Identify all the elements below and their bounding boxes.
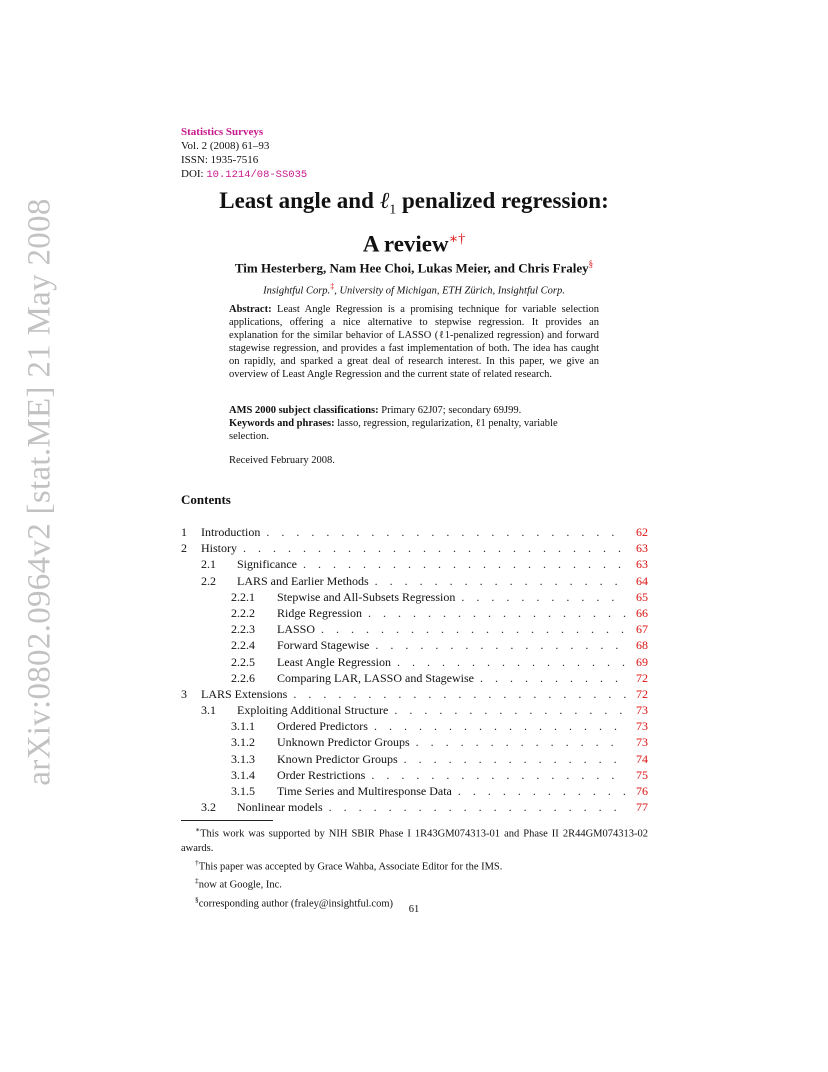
toc-leader-dots [397, 654, 626, 670]
toc-leader-dots [329, 799, 626, 815]
toc-page-link[interactable]: 75 [636, 767, 648, 782]
toc-number: 2.2.1 [231, 589, 255, 604]
toc-number: 2.2.3 [231, 622, 255, 637]
toc-entry[interactable] [181, 718, 648, 734]
toc-number: 2.1 [201, 557, 216, 572]
toc-leader-dots [480, 670, 626, 686]
doi-link[interactable]: 10.1214/08-SS035 [206, 169, 308, 181]
toc-title: Time Series and Multiresponse Data [277, 784, 452, 798]
journal-info [181, 125, 307, 182]
journal-issn: ISSN: 1935-7516 [181, 154, 259, 166]
toc-page-link[interactable]: 76 [636, 784, 648, 798]
toc-entry[interactable] [181, 621, 648, 637]
footnote-mark: ‡ [195, 876, 199, 885]
toc-entry[interactable] [181, 734, 648, 750]
toc-entry[interactable] [181, 556, 648, 572]
toc-number: 2 [181, 541, 187, 556]
toc-leader-dots [375, 637, 626, 653]
paper-title [0, 186, 828, 258]
footnote-text: This paper was accepted by Grace Wahba, Associate Editor for the IMS. [198, 861, 503, 872]
toc-page-link[interactable]: 72 [636, 670, 648, 685]
table-of-contents [181, 524, 648, 815]
toc-title: Known Predictor Groups [277, 751, 398, 766]
toc-number: 2.2.2 [231, 605, 255, 620]
toc-title: History [201, 541, 237, 556]
affiliation-footnote-mark[interactable]: ‡ [330, 282, 335, 291]
toc-page-link[interactable]: 63 [636, 557, 648, 572]
toc-entry[interactable] [181, 573, 648, 589]
journal-volume: Vol. 2 (2008) 61–93 [181, 140, 270, 152]
toc-number: 2.2.5 [231, 654, 255, 669]
toc-leader-dots [404, 751, 626, 767]
toc-page-link[interactable]: 72 [636, 686, 648, 701]
toc-entry[interactable] [181, 670, 648, 686]
received-date: Received February 2008. [229, 455, 335, 466]
abstract-text: Least Angle Regression is a promising technique for variable selection applications, offering a nice alternative to stepwise regression. It provides an explanation for the similar behavior of LASSO (ℓ1-penalized regression) and forward stagewise regression, and provides a fast implementation of both. The idea has caught on rapidly, and sparked a great deal of research interest. In this paper, we give an overview of Least Angle Regression and the current state of related research. [229, 304, 599, 380]
toc-page-link[interactable]: 73 [636, 719, 648, 734]
title-line-1: Least angle and ℓ$_1$ penalized regression: [219, 188, 609, 218]
toc-page-link[interactable]: 62 [636, 525, 648, 539]
toc-page-link[interactable]: 73 [636, 703, 648, 718]
title-footnote-marks[interactable]: ∗† [448, 231, 466, 247]
toc-entry[interactable] [181, 751, 648, 767]
footnote [181, 823, 648, 856]
toc-number: 3.1.1 [231, 719, 255, 734]
toc-title: Order Restrictions [277, 767, 366, 782]
toc-number: 3.1.2 [231, 735, 255, 750]
toc-leader-dots [375, 573, 626, 589]
toc-title: Unknown Predictor Groups [277, 735, 410, 750]
toc-page-link[interactable]: 77 [636, 800, 648, 815]
footnotes [181, 823, 648, 911]
ams-classification: AMS 2000 subject classifications: Primary 62J07; secondary 69J99. [229, 405, 522, 416]
footnote [181, 874, 648, 893]
toc-title: LASSO [277, 622, 316, 637]
author-footnote-mark[interactable]: § [588, 259, 594, 269]
doi-label: DOI: [181, 168, 204, 180]
toc-leader-dots [371, 767, 626, 783]
classification [229, 404, 599, 443]
toc-number: 3.1 [201, 703, 216, 718]
abstract [229, 303, 599, 381]
toc-page-link[interactable]: 67 [636, 622, 648, 637]
toc-title: Ridge Regression [277, 605, 362, 620]
toc-number: 2.2.4 [231, 638, 255, 653]
toc-page-link[interactable]: 68 [636, 638, 648, 653]
author-list: Tim Hesterberg, Nam Hee Choi, Lukas Meier, and Chris Fraley§ [234, 259, 594, 276]
toc-page-link[interactable]: 73 [636, 735, 648, 750]
toc-page-link[interactable]: 66 [636, 605, 648, 620]
toc-title: Nonlinear models [237, 800, 323, 815]
toc-entry[interactable] [181, 654, 648, 670]
journal-doi-row [181, 167, 307, 182]
toc-leader-dots [243, 540, 626, 556]
footnote-text: This work was supported by NIH SBIR Phase I 1R43GM074313-01 and Phase II 2R44GM074313-02 awards. [181, 828, 648, 854]
toc-title: LARS Extensions [201, 686, 288, 701]
toc-entry[interactable] [181, 637, 648, 653]
toc-leader-dots [303, 556, 626, 572]
toc-entry[interactable] [181, 767, 648, 783]
toc-number: 2.2 [201, 573, 216, 588]
journal-name[interactable]: Statistics Surveys [181, 126, 264, 138]
toc-page-link[interactable]: 65 [636, 589, 648, 604]
footnote-mark: ∗ [195, 825, 201, 834]
title-line-2: A review∗† [362, 231, 466, 257]
toc-title: Significance [237, 557, 297, 572]
toc-title: Forward Stagewise [277, 638, 370, 653]
footnote-mark: † [195, 857, 199, 867]
toc-leader-dots [266, 524, 626, 540]
toc-title: Introduction [201, 525, 261, 539]
toc-leader-dots [416, 734, 626, 750]
toc-number: 3.2 [201, 800, 216, 815]
abstract-label: Abstract: [229, 304, 272, 315]
toc-leader-dots [293, 686, 626, 702]
toc-number: 2.2.6 [231, 670, 255, 685]
toc-page-link[interactable]: 63 [636, 541, 648, 556]
toc-title: Stepwise and All-Subsets Regression [277, 589, 456, 604]
toc-number: 1 [181, 525, 187, 539]
toc-leader-dots [374, 718, 626, 734]
toc-entry[interactable] [181, 605, 648, 621]
footnote-mark: § [195, 894, 199, 904]
arxiv-identifier: arXiv:0802.0964v2 [stat.ME] 21 May 2008 [21, 198, 58, 786]
toc-leader-dots [368, 605, 626, 621]
toc-number: 3.1.3 [231, 751, 255, 766]
page-number: 61 [408, 904, 420, 915]
toc-entry[interactable] [181, 524, 648, 540]
toc-title: Ordered Predictors [277, 719, 368, 734]
toc-entry[interactable] [181, 799, 648, 815]
affiliations: Insightful Corp.‡, University of Michigan, ETH Zürich, Insightful Corp. [263, 282, 565, 297]
footnote [181, 856, 648, 875]
footnote-text: corresponding author (fraley@insightful.com) [198, 898, 393, 909]
footnote-text: now at Google, Inc. [198, 879, 282, 891]
toc-page-link[interactable]: 69 [636, 654, 648, 669]
keywords: Keywords and phrases: lasso, regression, regularization, ℓ1 penalty, variable selection. [229, 418, 558, 442]
toc-title: Exploiting Additional Structure [237, 703, 389, 718]
toc-leader-dots [458, 783, 626, 799]
toc-leader-dots [394, 702, 626, 718]
toc-entry[interactable] [181, 783, 648, 799]
footnote-rule [181, 820, 273, 821]
toc-entry[interactable] [181, 540, 648, 556]
toc-number: 3 [181, 686, 187, 701]
toc-entry[interactable] [181, 702, 648, 718]
toc-page-link[interactable]: 64 [636, 573, 648, 588]
toc-number: 3.1.5 [231, 784, 255, 798]
toc-leader-dots [461, 589, 626, 605]
toc-leader-dots [321, 621, 626, 637]
toc-entry[interactable] [181, 686, 648, 702]
toc-number: 3.1.4 [231, 767, 255, 782]
toc-title: LARS and Earlier Methods [237, 573, 369, 588]
toc-entry[interactable] [181, 589, 648, 605]
toc-page-link[interactable]: 74 [636, 751, 648, 766]
toc-title: Comparing LAR, LASSO and Stagewise [277, 670, 474, 685]
contents-heading: Contents [181, 492, 231, 507]
toc-title: Least Angle Regression [277, 654, 391, 669]
